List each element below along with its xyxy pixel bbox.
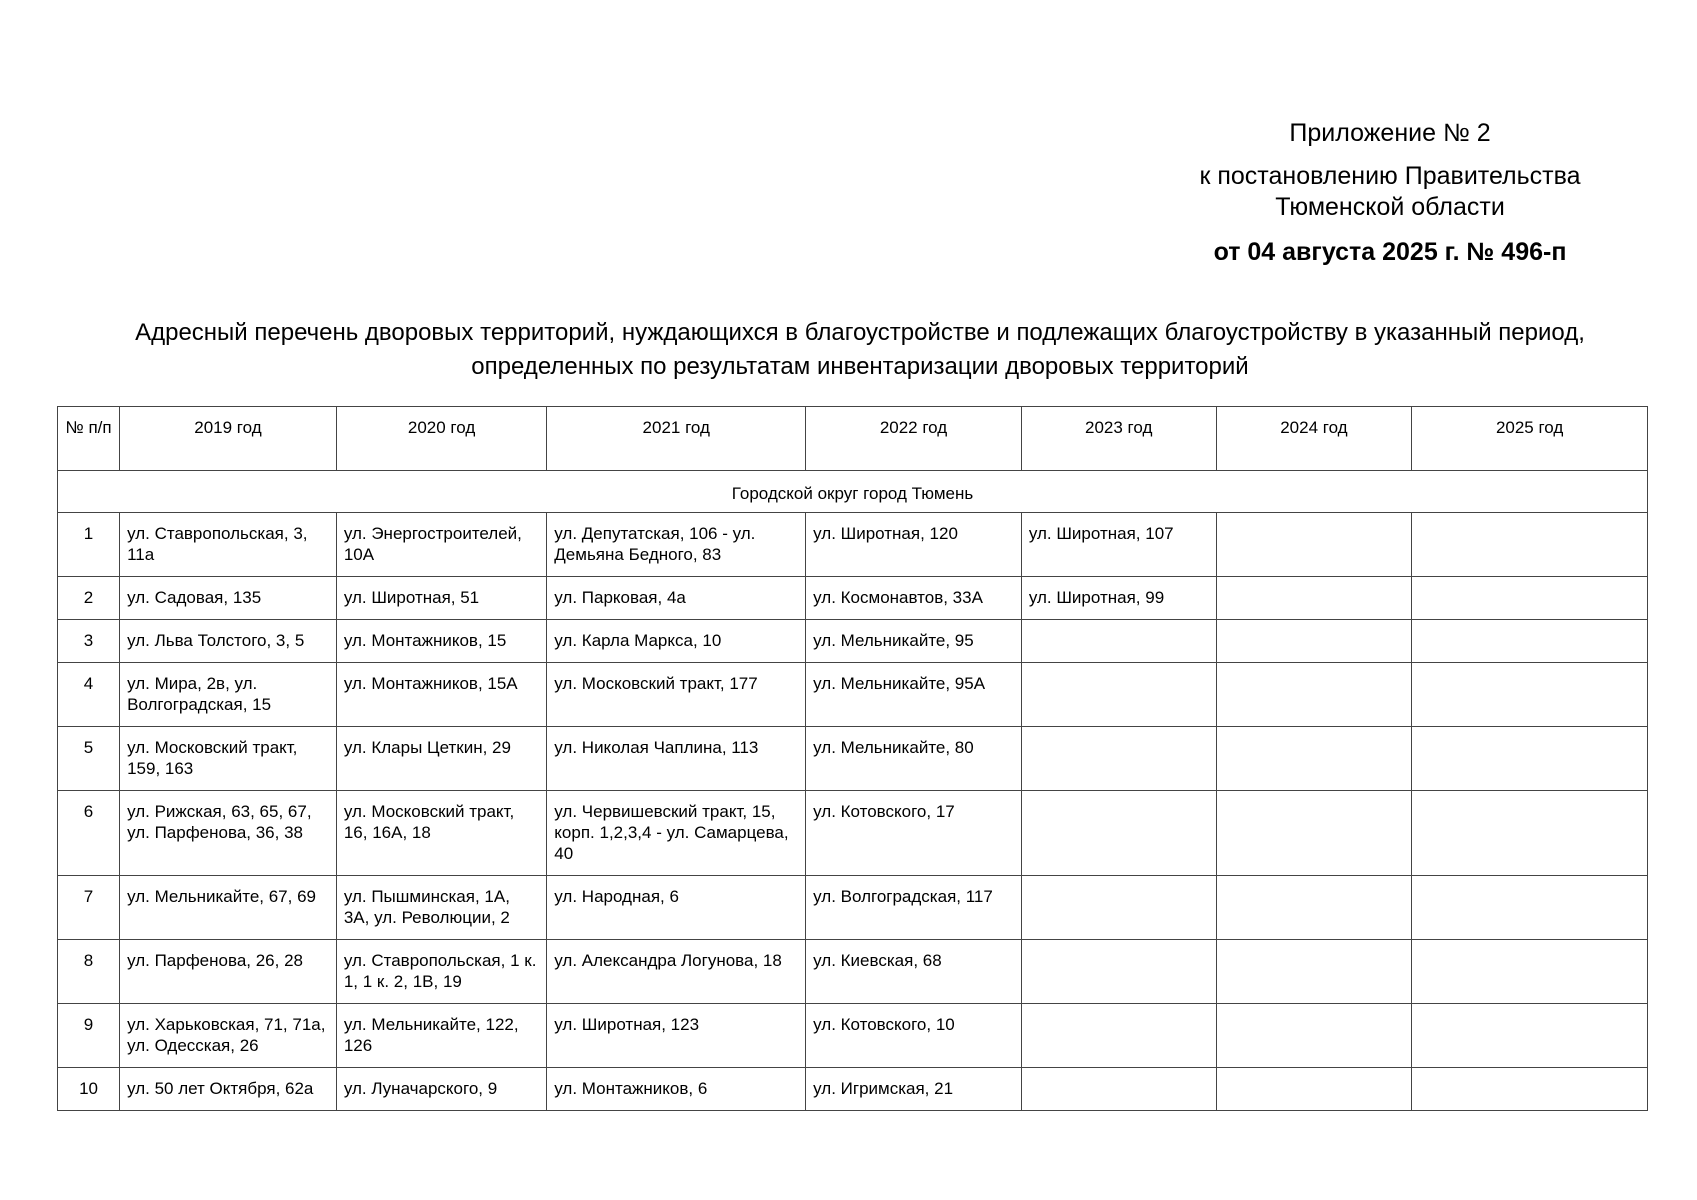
table-cell (1216, 1004, 1412, 1068)
table-cell: ул. Широтная, 120 (806, 513, 1022, 577)
table-cell (1216, 663, 1412, 727)
table-cell: ул. Садовая, 135 (120, 577, 337, 620)
decree-date-number: от 04 августа 2025 г. № 496-п (1213, 238, 1567, 266)
table-cell (1021, 1004, 1216, 1068)
table-cell: ул. Мельникайте, 80 (806, 727, 1022, 791)
table-cell: ул. Широтная, 99 (1021, 577, 1216, 620)
table-cell (1216, 577, 1412, 620)
table-cell: ул. Мира, 2в, ул. Волгоградская, 15 (120, 663, 337, 727)
table-cell (1021, 663, 1216, 727)
row-number: 4 (58, 663, 120, 727)
row-number: 1 (58, 513, 120, 577)
table-cell (1021, 620, 1216, 663)
table-cell: ул. Мельникайте, 122, 126 (336, 1004, 546, 1068)
table-cell (1216, 940, 1412, 1004)
column-header: № п/п (58, 407, 120, 471)
table-cell: ул. Киевская, 68 (806, 940, 1022, 1004)
table-cell: ул. Харьковская, 71, 71а, ул. Одесская, 26 (120, 1004, 337, 1068)
table-cell: ул. Московский тракт, 16, 16А, 18 (336, 791, 546, 876)
table-row (58, 876, 1648, 940)
table-cell (1412, 876, 1648, 940)
table-cell: ул. Червишевский тракт, 15, корп. 1,2,3,4 - ул. Самарцева, 40 (547, 791, 806, 876)
table-cell: ул. Пышминская, 1А, 3А, ул. Революции, 2 (336, 876, 546, 940)
table-row (58, 940, 1648, 1004)
table-cell: ул. Монтажников, 6 (547, 1068, 806, 1111)
table-cell: ул. Космонавтов, 33А (806, 577, 1022, 620)
table-cell (1412, 513, 1648, 577)
document-title: Адресный перечень дворовых территорий, нуждающихся в благоустройстве и подлежащих благоустройству в указанный период, определенных по результатам инвентаризации дворовых территорий (135, 319, 1585, 380)
table-cell: ул. Мельникайте, 67, 69 (120, 876, 337, 940)
table-cell (1216, 1068, 1412, 1111)
column-header: 2019 год (120, 407, 337, 471)
column-header: 2024 год (1216, 407, 1412, 471)
table-cell: ул. Мельникайте, 95А (806, 663, 1022, 727)
column-header: 2021 год (547, 407, 806, 471)
table-cell: ул. Николая Чаплина, 113 (547, 727, 806, 791)
table-cell: ул. 50 лет Октября, 62а (120, 1068, 337, 1111)
document-header (1150, 118, 1630, 268)
table-cell: ул. Парфенова, 26, 28 (120, 940, 337, 1004)
column-header: 2022 год (806, 407, 1022, 471)
table-cell (1216, 727, 1412, 791)
table-cell (1021, 1068, 1216, 1111)
table-cell: ул. Широтная, 107 (1021, 513, 1216, 577)
table-cell: ул. Московский тракт, 159, 163 (120, 727, 337, 791)
row-number: 3 (58, 620, 120, 663)
decree-reference-line: к постановлению Правительства (1199, 162, 1581, 190)
region-name: Тюменской области (1275, 193, 1505, 221)
table-cell: ул. Депутатская, 106 - ул. Демьяна Бедного, 83 (547, 513, 806, 577)
table-cell (1021, 727, 1216, 791)
table-header-row (58, 407, 1648, 471)
table-row (58, 1068, 1648, 1111)
address-registry-table (57, 406, 1648, 1111)
table-row (58, 577, 1648, 620)
table-cell (1412, 620, 1648, 663)
table-cell: ул. Льва Толстого, 3, 5 (120, 620, 337, 663)
column-header: 2020 год (336, 407, 546, 471)
table-cell (1216, 513, 1412, 577)
column-header: 2025 год (1412, 407, 1648, 471)
row-number: 5 (58, 727, 120, 791)
table-row (58, 513, 1648, 577)
table-cell: ул. Энергостроителей, 10А (336, 513, 546, 577)
table-cell (1412, 1068, 1648, 1111)
table-cell: ул. Луначарского, 9 (336, 1068, 546, 1111)
row-number: 2 (58, 577, 120, 620)
row-number: 10 (58, 1068, 120, 1111)
table-cell: ул. Александра Логунова, 18 (547, 940, 806, 1004)
table-cell (1412, 663, 1648, 727)
table-cell: ул. Широтная, 51 (336, 577, 546, 620)
section-title: Городской округ город Тюмень (58, 471, 1648, 513)
row-number: 7 (58, 876, 120, 940)
table-cell (1021, 940, 1216, 1004)
table-cell: ул. Мельникайте, 95 (806, 620, 1022, 663)
table-cell: ул. Монтажников, 15 (336, 620, 546, 663)
table-cell: ул. Волгоградская, 117 (806, 876, 1022, 940)
table-cell (1216, 876, 1412, 940)
row-number: 8 (58, 940, 120, 1004)
table-row (58, 791, 1648, 876)
table-cell (1412, 940, 1648, 1004)
table-cell (1412, 1004, 1648, 1068)
table-row (58, 663, 1648, 727)
table-row (58, 1004, 1648, 1068)
table-row (58, 727, 1648, 791)
table-cell: ул. Широтная, 123 (547, 1004, 806, 1068)
table-cell (1412, 577, 1648, 620)
table-cell: ул. Котовского, 17 (806, 791, 1022, 876)
table-cell: ул. Ставропольская, 3, 11а (120, 513, 337, 577)
table-cell (1021, 876, 1216, 940)
section-row (58, 471, 1648, 513)
table-cell: ул. Ставропольская, 1 к. 1, 1 к. 2, 1В, 19 (336, 940, 546, 1004)
table-cell: ул. Игримская, 21 (806, 1068, 1022, 1111)
column-header: 2023 год (1021, 407, 1216, 471)
table-cell: ул. Рижская, 63, 65, 67, ул. Парфенова, 36, 38 (120, 791, 337, 876)
table-cell (1412, 727, 1648, 791)
table-cell: ул. Клары Цеткин, 29 (336, 727, 546, 791)
table-cell: ул. Карла Маркса, 10 (547, 620, 806, 663)
table-cell (1021, 791, 1216, 876)
table-cell (1216, 620, 1412, 663)
table-cell: ул. Монтажников, 15А (336, 663, 546, 727)
table-cell (1216, 791, 1412, 876)
row-number: 9 (58, 1004, 120, 1068)
table-cell: ул. Котовского, 10 (806, 1004, 1022, 1068)
table-cell: ул. Парковая, 4а (547, 577, 806, 620)
table-cell: ул. Московский тракт, 177 (547, 663, 806, 727)
table-cell (1412, 791, 1648, 876)
table-row (58, 620, 1648, 663)
table-cell: ул. Народная, 6 (547, 876, 806, 940)
appendix-label: Приложение № 2 (1289, 119, 1491, 147)
row-number: 6 (58, 791, 120, 876)
